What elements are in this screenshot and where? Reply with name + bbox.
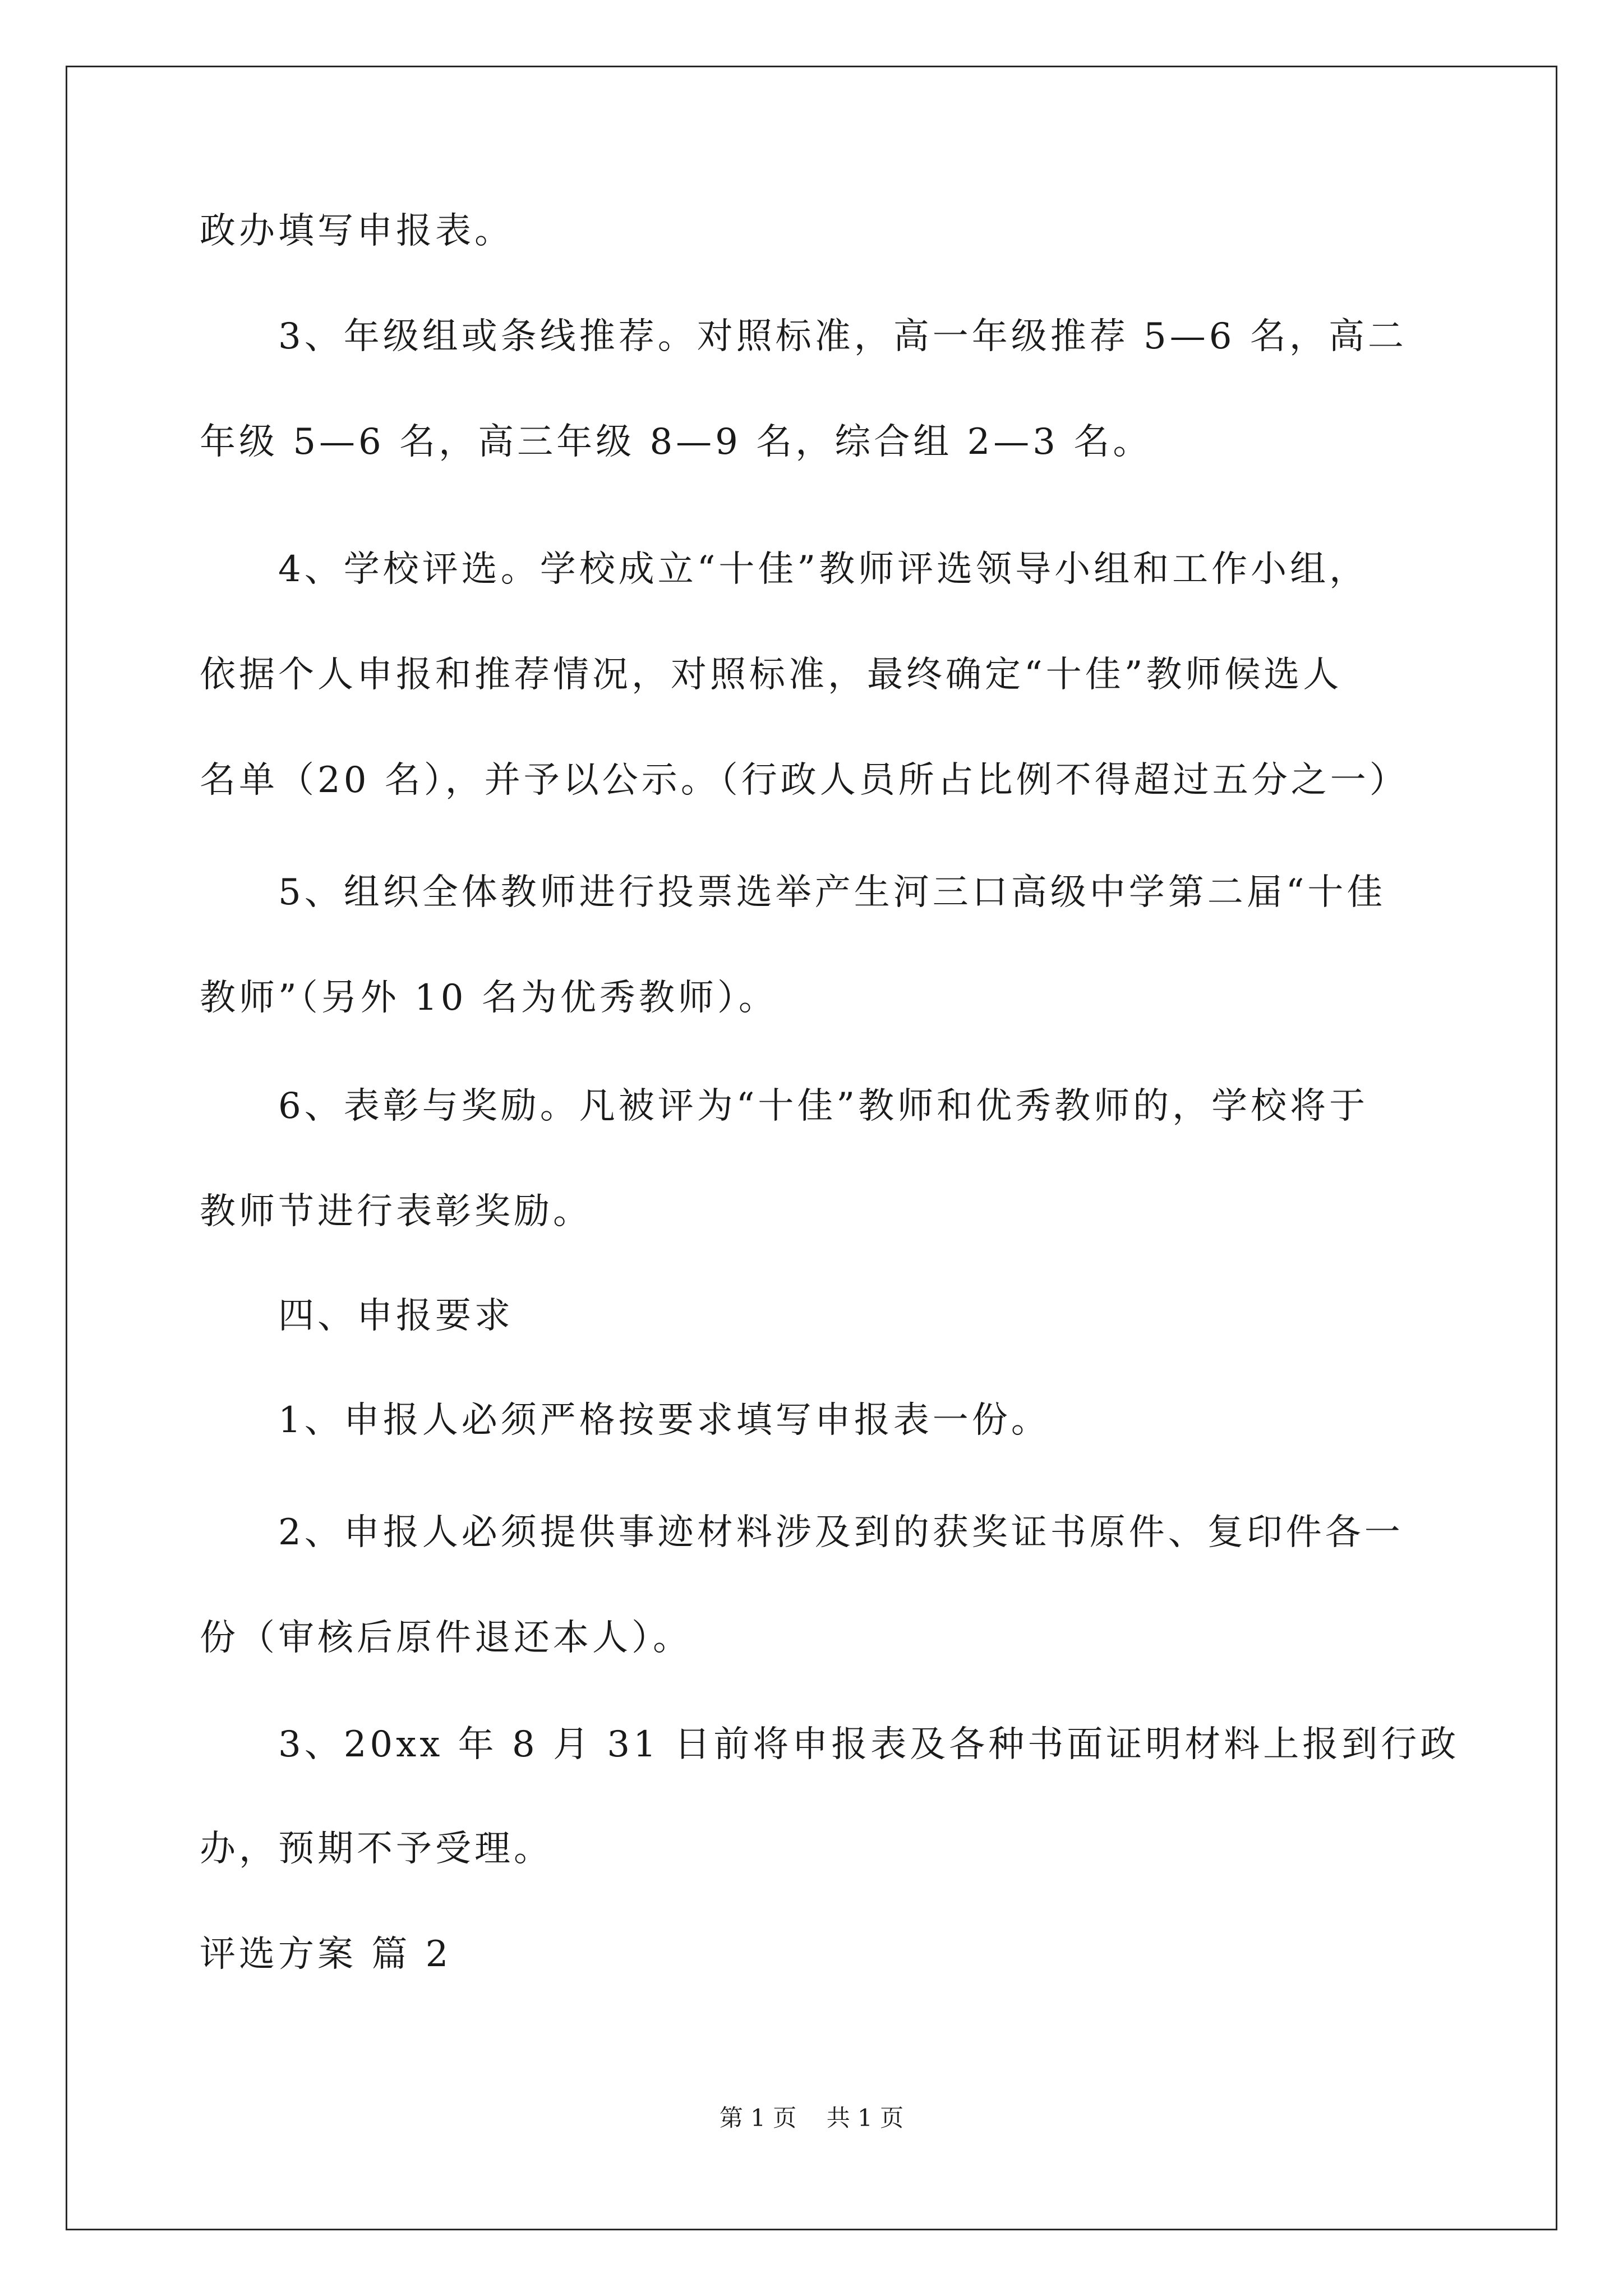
text-line: 5、组织全体教师进行投票选举产生河三口高级中学第二届“十佳 bbox=[278, 872, 1386, 913]
text-line: 2、申报人必须提供事迹材料涉及到的获奖证书原件、复印件各一 bbox=[278, 1512, 1404, 1553]
text-line: 3、年级组或条线推荐。对照标准，高一年级推荐 5—6 名，高二 bbox=[278, 316, 1407, 357]
text-line: 政办填写申报表。 bbox=[200, 210, 514, 252]
text-line: 教师节进行表彰奖励。 bbox=[200, 1191, 592, 1232]
text-line: 4、学校评选。学校成立“十佳”教师评选领导小组和工作小组， bbox=[278, 549, 1369, 590]
text-line: 份（审核后原件退还本人）。 bbox=[200, 1617, 692, 1659]
text-line: 办，预期不予受理。 bbox=[200, 1828, 553, 1870]
page-footer: 第 1 页 共 1 页 bbox=[719, 2104, 904, 2132]
text-line: 1、申报人必须严格按要求填写申报表一份。 bbox=[278, 1400, 1050, 1441]
text-line: 年级 5—6 名，高三年级 8—9 名，综合组 2—3 名。 bbox=[200, 421, 1152, 463]
text-line: 名单（20 名），并予以公示。（行政人员所占比例不得超过五分之一） bbox=[200, 760, 1409, 801]
text-line: 3、20xx 年 8 月 31 日前将申报表及各种书面证明材料上报到行政 bbox=[278, 1724, 1460, 1765]
text-line: 教师”（另外 10 名为优秀教师）。 bbox=[200, 977, 778, 1019]
text-line: 6、表彰与奖励。凡被评为“十佳”教师和优秀教师的，学校将于 bbox=[278, 1085, 1369, 1127]
section-title: 评选方案 篇 2 bbox=[200, 1934, 452, 1975]
page-border bbox=[66, 66, 1557, 2230]
text-line: 依据个人申报和推荐情况，对照标准，最终确定“十佳”教师候选人 bbox=[200, 654, 1343, 696]
section-heading: 四、申报要求 bbox=[278, 1295, 514, 1337]
